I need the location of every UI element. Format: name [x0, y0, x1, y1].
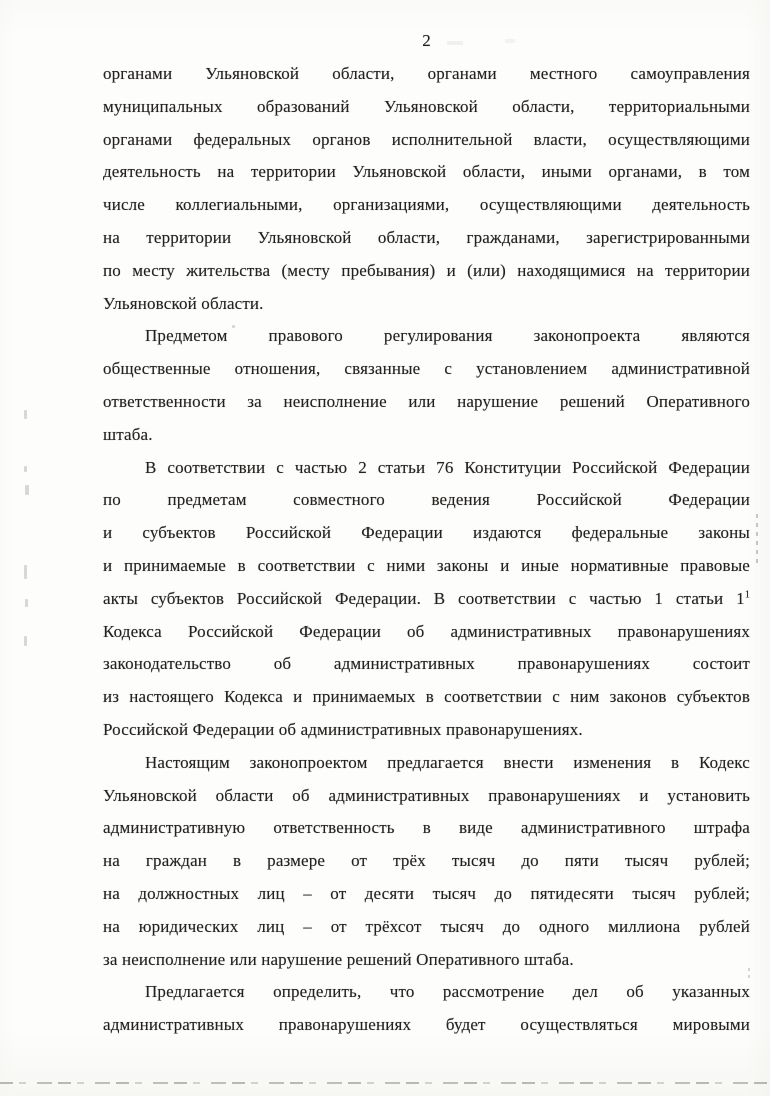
text-line: Настоящим законопроектом предлагается внести изменения в Кодекс: [145, 752, 750, 772]
text-line: и субъектов Российской Федерации издаются федеральные законы: [103, 523, 750, 543]
text-line: Кодекса Российской Федерации об административных правонарушениях: [103, 621, 750, 641]
paragraph: [103, 976, 750, 1042]
text-line: Предметом правового регулирования законопроекта являются: [145, 326, 750, 346]
document-body: [103, 58, 750, 1042]
text-line: на граждан в размере от трёх тысяч до пяти тысяч рублей;: [103, 851, 750, 871]
superscript: 1: [744, 589, 750, 601]
text-line-main: акты субъектов Российской Федерации. В соответствии с частью 1 статьи 1: [103, 588, 745, 608]
text-line: административных правонарушениях будет осуществляться мировыми: [103, 1015, 750, 1035]
text-line: ответственности за неисполнение или нарушение решений Оперативного: [103, 391, 750, 411]
paragraph: [103, 747, 750, 977]
scan-speck: [25, 485, 29, 495]
scan-speck: [25, 599, 28, 607]
scan-cut-dashed-line: [0, 1082, 770, 1084]
scan-speck: [24, 410, 27, 419]
text-line: из настоящего Кодекса и принимаемых в соответствии с ним законов субъектов: [103, 687, 750, 707]
text-line: Ульяновской области.: [103, 293, 264, 313]
text-line: за неисполнение или нарушение решений Оперативного штаба.: [103, 949, 574, 969]
scan-speck: [24, 565, 27, 579]
text-line: на территории Ульяновской области, гражданами, зарегистрированными: [103, 227, 750, 247]
text-line: по месту жительства (месту пребывания) и (или) находящимися на территории: [103, 260, 750, 280]
text-line: административную ответственность в виде административного штрафа: [103, 818, 750, 838]
text-line: Российской Федерации об административных правонарушениях.: [103, 719, 583, 739]
paragraph: [103, 320, 750, 451]
text-line: числе коллегиальными, организациями, осуществляющими деятельность: [103, 195, 750, 215]
text-line: по предметам совместного ведения Российской Федерации: [103, 490, 750, 510]
text-line: В соответствии с частью 2 статьи 76 Конституции Российской Федерации: [145, 457, 750, 477]
text-line: [103, 583, 750, 616]
page-number: 2: [422, 31, 431, 50]
text-line: органами федеральных органов исполнительной власти, осуществляющими: [103, 129, 750, 149]
text-line: законодательство об административных правонарушениях состоит: [103, 654, 750, 674]
scan-speck: [24, 636, 27, 646]
text-line: муниципальных образований Ульяновской области, территориальными: [103, 96, 750, 116]
text-line: на должностных лиц – от десяти тысяч до пятидесяти тысяч рублей;: [103, 883, 750, 903]
text-line: и принимаемые в соответствии с ними законы и иные нормативные правовые: [103, 555, 750, 575]
scan-speck: [756, 514, 758, 564]
text-line: общественные отношения, связанные с установлением административной: [103, 359, 750, 379]
text-line: Предлагается определить, что рассмотрение дел об указанных: [145, 982, 750, 1002]
text-line: Ульяновской области об административных правонарушениях и установить: [103, 785, 750, 805]
paragraph: [103, 58, 750, 320]
text-line: органами Ульяновской области, органами местного самоуправления: [103, 64, 750, 83]
text-line: на юридических лиц – от трёхсот тысяч до одного миллиона рублей: [103, 916, 750, 936]
scan-speck: [24, 466, 27, 472]
paragraph: [103, 452, 750, 747]
text-line: штаба.: [103, 424, 153, 444]
text-line: деятельность на территории Ульяновской области, иными органами, в том: [103, 162, 750, 182]
